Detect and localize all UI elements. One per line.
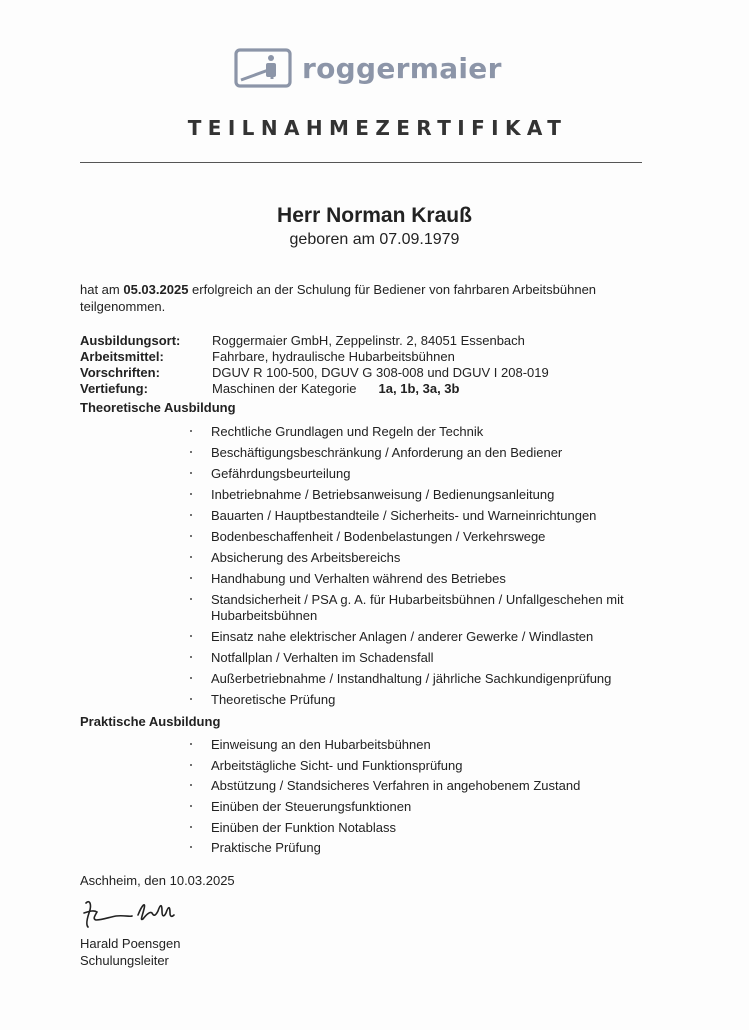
fact-label: Arbeitsmittel: (80, 349, 164, 364)
handwritten-signature (80, 895, 180, 936)
logo-brand-text: roggermaier (302, 51, 502, 85)
theory-section-title: Theoretische Ausbildung (80, 400, 236, 415)
list-item: Absicherung des Arbeitsbereichs (187, 550, 637, 566)
list-item: Gefährdungsbeurteilung (187, 466, 637, 482)
fact-label: Vertiefung: (80, 381, 148, 396)
fact-label: Vorschriften: (80, 365, 160, 380)
training-date: 05.03.2025 (123, 282, 189, 297)
list-item: Bodenbeschaffenheit / Bodenbelastungen / Verkehrswege (187, 529, 637, 545)
participant-birthdate: geboren am 07.09.1979 (289, 231, 460, 248)
fact-value: DGUV R 100-500, DGUV G 308-008 und DGUV I 208-019 (212, 365, 549, 380)
title-divider (80, 162, 642, 163)
fact-row (80, 381, 660, 397)
intro-prefix: hat am (80, 282, 124, 297)
list-item: Arbeitstägliche Sicht- und Funktionsprüfung (187, 758, 637, 774)
list-item: Handhabung und Verhalten während des Betriebes (187, 571, 637, 587)
practice-section-title: Praktische Ausbildung (80, 714, 221, 729)
training-facts (80, 333, 660, 397)
list-item: Außerbetriebnahme / Instandhaltung / jährliche Sachkundigenprüfung (187, 671, 637, 687)
list-item: Notfallplan / Verhalten im Schadensfall (187, 650, 637, 666)
list-item: Einweisung an den Hubarbeitsbühnen (187, 737, 637, 753)
place-and-date: Aschheim, den 10.03.2025 (80, 873, 235, 888)
fact-row (80, 333, 660, 349)
fact-label: Ausbildungsort: (80, 333, 181, 348)
fact-value: Roggermaier GmbH, Zeppelinstr. 2, 84051 Essenbach (212, 333, 525, 348)
intro-suffix: erfolgreich an der Schulung für Bediener von fahrbaren Arbeitsbühnen teilgenommen. (80, 282, 597, 314)
fact-value: Maschinen der Kategorie (212, 381, 357, 396)
machine-categories: 1a, 1b, 3a, 3b (378, 381, 460, 396)
certificate-title: TEILNAHMEZERTIFIKAT (187, 116, 568, 140)
list-item: Inbetriebnahme / Betriebsanweisung / Bedienungsanleitung (187, 487, 637, 503)
list-item: Theoretische Prüfung (187, 692, 637, 708)
fact-row (80, 365, 660, 381)
fact-row (80, 349, 660, 365)
list-item: Einüben der Steuerungsfunktionen (187, 799, 637, 815)
list-item: Beschäftigungsbeschränkung / Anforderung an den Bediener (187, 445, 637, 461)
fact-value: Fahrbare, hydraulische Hubarbeitsbühnen (212, 349, 455, 364)
signer-role: Schulungsleiter (80, 953, 169, 968)
list-item: Einsatz nahe elektrischer Anlagen / anderer Gewerke / Windlasten (187, 629, 637, 645)
fact-value-group (212, 381, 459, 397)
theory-topics-list (187, 424, 637, 713)
roggermaier-logo (234, 46, 502, 90)
signer-block (80, 935, 180, 969)
list-item: Einüben der Funktion Notablass (187, 820, 637, 836)
participant-name: Herr Norman Krauß (277, 204, 472, 227)
list-item: Praktische Prüfung (187, 840, 637, 856)
list-item: Standsicherheit / PSA g. A. für Hubarbeitsbühnen / Unfallgeschehen mit Hubarbeitsbühnen (187, 592, 637, 624)
signer-name: Harald Poensgen (80, 936, 181, 951)
list-item: Rechtliche Grundlagen und Regeln der Technik (187, 424, 637, 440)
platform-lift-icon (234, 48, 292, 88)
list-item: Abstützung / Standsicheres Verfahren in angehobenem Zustand (187, 778, 637, 794)
practice-topics-list (187, 737, 637, 861)
participation-statement (80, 281, 650, 315)
list-item: Bauarten / Hauptbestandteile / Sicherheits- und Warneinrichtungen (187, 508, 637, 524)
